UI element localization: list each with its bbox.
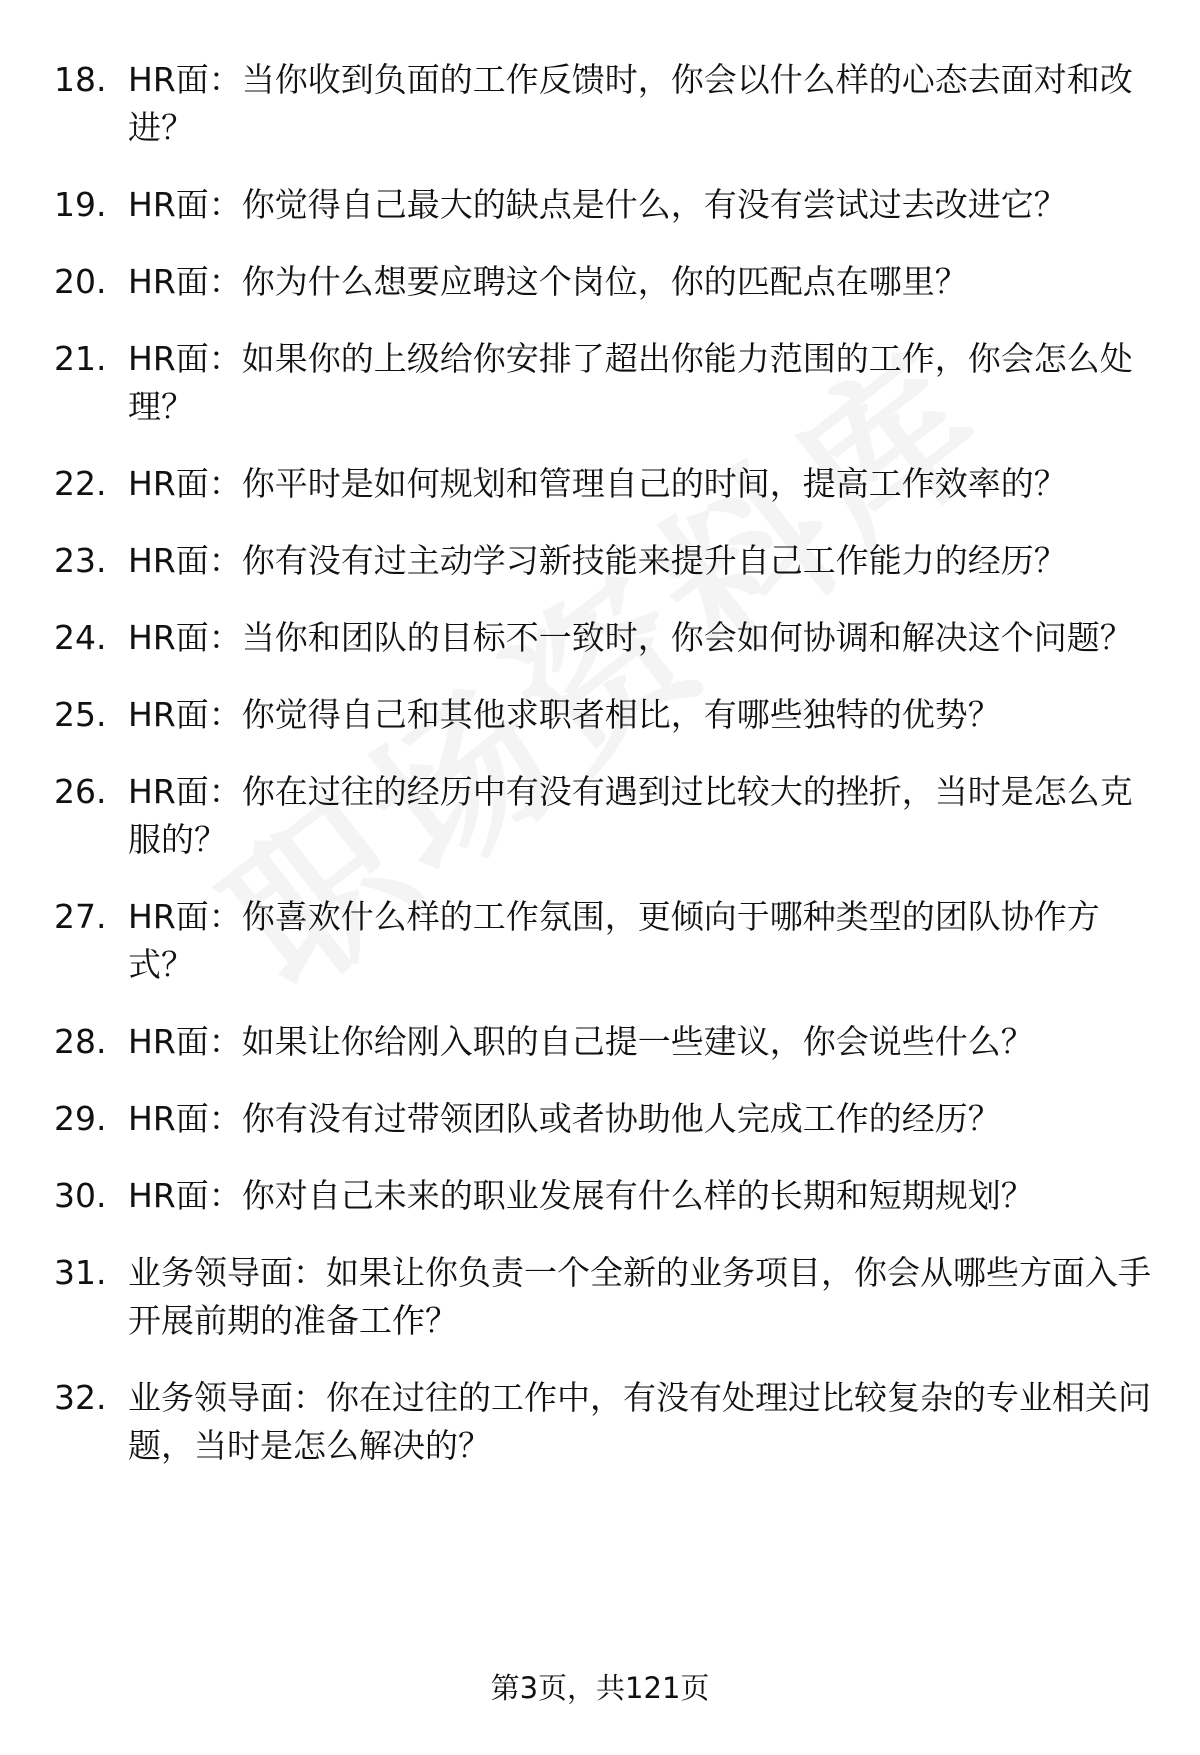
question-text: HR面：当你和团队的目标不一致时，你会如何协调和解决这个问题？ — [128, 618, 1133, 657]
question-text: HR面：你喜欢什么样的工作氛围，更倾向于哪种类型的团队协作方式？ — [128, 897, 1100, 984]
question-text: HR面：你为什么想要应聘这个岗位，你的匹配点在哪里？ — [128, 262, 968, 301]
question-item — [0, 181, 1200, 229]
question-number: 29. — [54, 1099, 107, 1138]
question-number: 32. — [54, 1378, 107, 1417]
question-number: 22. — [54, 464, 107, 503]
question-item — [0, 56, 1200, 152]
question-item — [0, 1095, 1200, 1143]
question-list — [0, 56, 1200, 1499]
question-item — [0, 1018, 1200, 1066]
question-text: HR面：你有没有过主动学习新技能来提升自己工作能力的经历？ — [128, 541, 1067, 580]
question-item — [0, 768, 1200, 864]
question-number: 27. — [54, 897, 107, 936]
question-number: 28. — [54, 1022, 107, 1061]
page-indicator: 第3页，共121页 — [490, 1671, 710, 1705]
question-item — [0, 1249, 1200, 1345]
question-item — [0, 1374, 1200, 1470]
question-text: 业务领导面：你在过往的工作中，有没有处理过比较复杂的专业相关问题，当时是怎么解决的？ — [128, 1378, 1151, 1465]
question-number: 18. — [54, 60, 107, 99]
question-text: HR面：你在过往的经历中有没有遇到过比较大的挫折，当时是怎么克服的？ — [128, 772, 1133, 859]
page-footer — [0, 1668, 1200, 1708]
question-text: HR面：你觉得自己最大的缺点是什么，有没有尝试过去改进它？ — [128, 185, 1067, 224]
question-item — [0, 614, 1200, 662]
question-number: 20. — [54, 262, 107, 301]
question-text: HR面：如果让你给刚入职的自己提一些建议，你会说些什么？ — [128, 1022, 1034, 1061]
question-text: HR面：如果你的上级给你安排了超出你能力范围的工作，你会怎么处理？ — [128, 339, 1133, 426]
question-number: 24. — [54, 618, 107, 657]
question-item — [0, 893, 1200, 989]
question-number: 31. — [54, 1253, 107, 1292]
question-item — [0, 460, 1200, 508]
question-number: 19. — [54, 185, 107, 224]
question-number: 26. — [54, 772, 107, 811]
question-text: HR面：当你收到负面的工作反馈时，你会以什么样的心态去面对和改进？ — [128, 60, 1133, 147]
question-item — [0, 691, 1200, 739]
question-number: 23. — [54, 541, 107, 580]
question-item — [0, 258, 1200, 306]
question-text: 业务领导面：如果让你负责一个全新的业务项目，你会从哪些方面入手开展前期的准备工作？ — [128, 1253, 1151, 1340]
question-item — [0, 537, 1200, 585]
question-number: 25. — [54, 695, 107, 734]
question-text: HR面：你平时是如何规划和管理自己的时间，提高工作效率的？ — [128, 464, 1067, 503]
question-text: HR面：你觉得自己和其他求职者相比，有哪些独特的优势？ — [128, 695, 1001, 734]
question-item — [0, 335, 1200, 431]
question-text: HR面：你有没有过带领团队或者协助他人完成工作的经历？ — [128, 1099, 1001, 1138]
question-number: 30. — [54, 1176, 107, 1215]
question-number: 21. — [54, 339, 107, 378]
question-text: HR面：你对自己未来的职业发展有什么样的长期和短期规划？ — [128, 1176, 1034, 1215]
question-item — [0, 1172, 1200, 1220]
